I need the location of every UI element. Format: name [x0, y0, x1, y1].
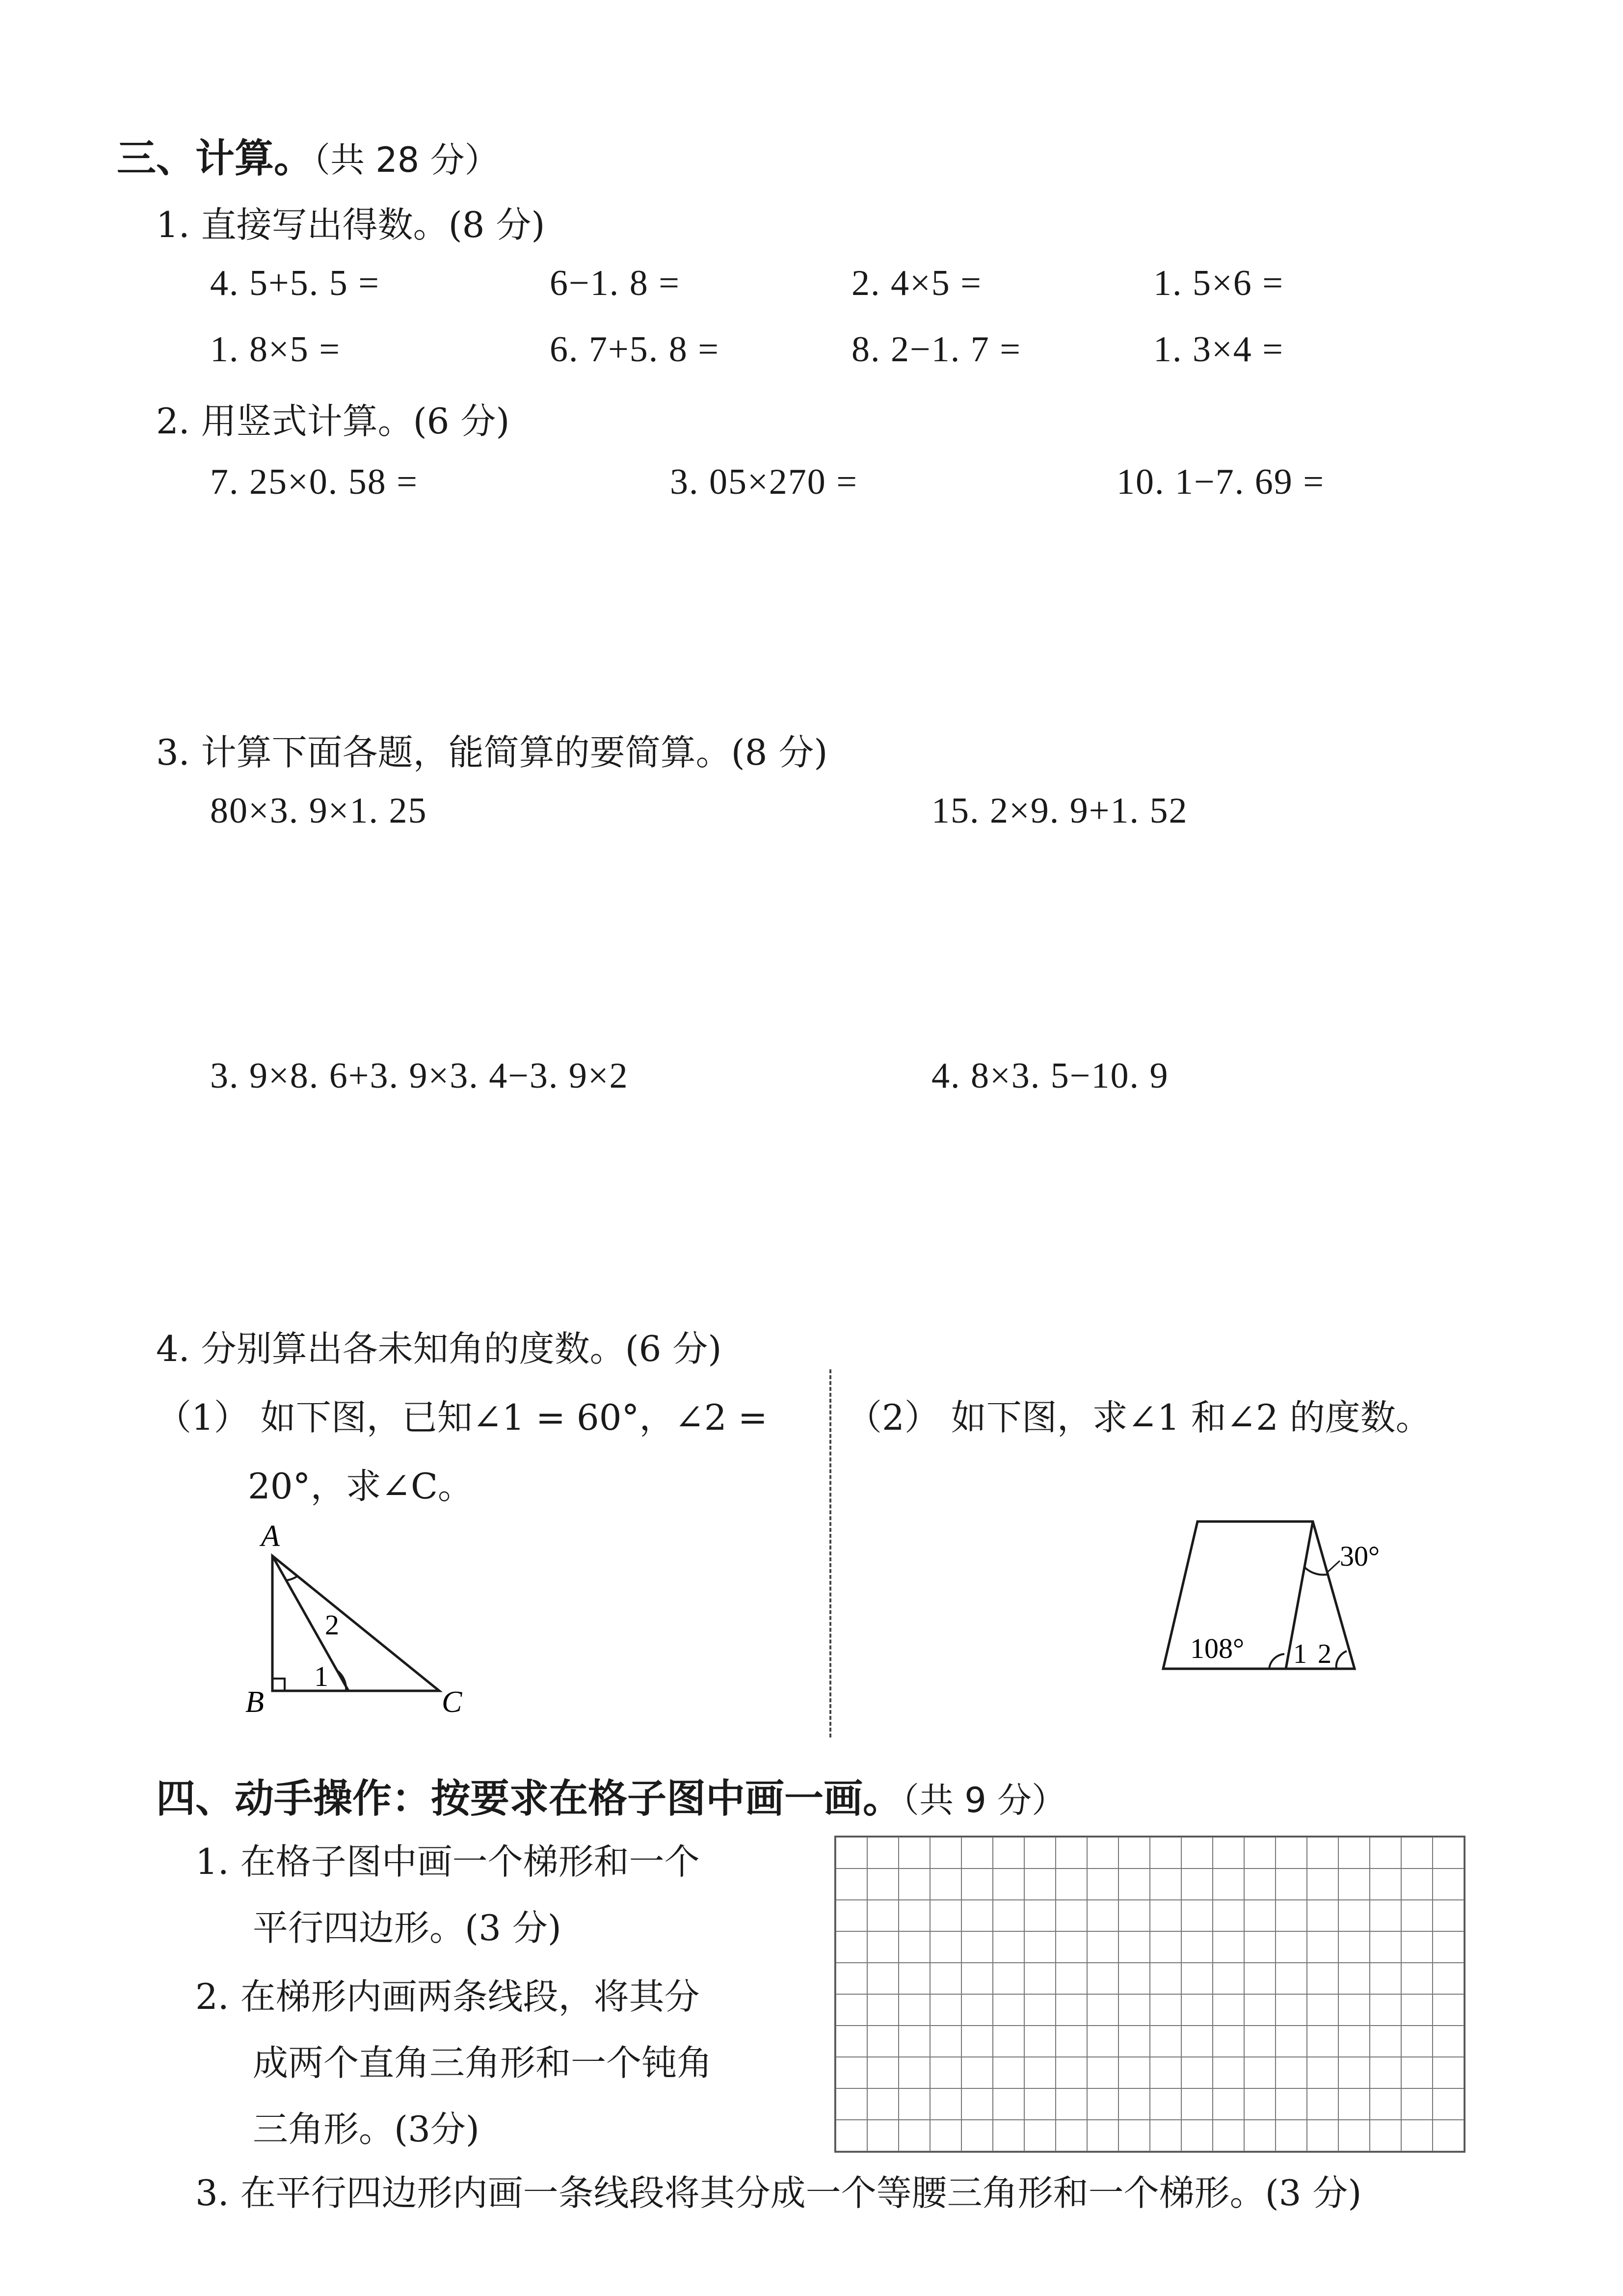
right-angle-mark — [272, 1679, 285, 1691]
grid-paper — [834, 1836, 1465, 2153]
section-3-points: （共 28 分） — [313, 140, 499, 180]
q3-expr: 3. 9×8. 6+3. 9×3. 4−3. 9×2 — [210, 1056, 629, 1096]
q3-expr: 80×3. 9×1. 25 — [210, 791, 427, 831]
s4-q3: 3. 在平行四边形内画一条线段将其分成一个等腰三角形和一个梯形。(3 分) — [195, 2172, 1362, 2214]
angle1-arc-trap — [1269, 1654, 1284, 1669]
trap-angle1-label: 1 — [1293, 1639, 1307, 1669]
section-3-heading — [117, 127, 499, 183]
section-4-title: 四、动手操作：按要求在格子图中画一画。 — [156, 1776, 902, 1821]
q1-expr: 8. 2−1. 7 = — [851, 329, 1021, 370]
q3-label: 3. 计算下面各题，能简算的要简算。(8 分) — [156, 732, 828, 773]
q2-label: 2. 用竖式计算。(6 分) — [156, 400, 510, 442]
angle2-arc-trap — [1336, 1651, 1347, 1669]
q1-expr: 1. 8×5 = — [210, 329, 341, 370]
vertex-b: B — [245, 1685, 264, 1719]
section-3-title: 三、计算。 — [117, 135, 313, 181]
vertex-a: A — [261, 1520, 280, 1553]
q4-part1-line1: （1） 如下图，已知∠1 = 60°，∠2 = — [156, 1397, 768, 1438]
s4-q2-line2: 成两个直角三角形和一个钝角 — [253, 2042, 713, 2083]
label-30-degree: 30° — [1340, 1540, 1380, 1572]
s4-q2-line1: 2. 在梯形内画两条线段，将其分 — [195, 1976, 700, 2017]
q3-expr: 15. 2×9. 9+1. 52 — [931, 791, 1188, 831]
triangle-figure — [236, 1517, 491, 1723]
q4-part1-line2: 20°，求∠C。 — [248, 1466, 474, 1507]
q1-expr: 6. 7+5. 8 = — [550, 329, 719, 370]
angle2-arc — [286, 1575, 298, 1580]
angle1-label: 1 — [314, 1660, 328, 1692]
q2-expr: 3. 05×270 = — [670, 462, 858, 502]
q4-part2: （2） 如下图，求∠1 和∠2 的度数。 — [847, 1397, 1431, 1438]
q4-label: 4. 分别算出各未知角的度数。(6 分) — [156, 1328, 722, 1369]
leader-line — [1328, 1561, 1340, 1572]
s4-q1-line1: 1. 在格子图中画一个梯形和一个 — [195, 1841, 700, 1882]
section-4-points: （共 9 分） — [902, 1780, 1066, 1820]
section-4-heading — [156, 1767, 1066, 1823]
q3-expr: 4. 8×3. 5−10. 9 — [931, 1056, 1169, 1096]
vertex-c: C — [442, 1685, 462, 1719]
q2-expr: 10. 1−7. 69 = — [1117, 462, 1325, 502]
q1-expr: 1. 5×6 = — [1153, 263, 1284, 303]
column-divider — [829, 1369, 831, 1737]
q1-label: 1. 直接写出得数。(8 分) — [156, 204, 545, 245]
trapezoid-figure — [1144, 1502, 1448, 1679]
q1-expr: 1. 3×4 = — [1153, 329, 1284, 370]
angle2-label: 2 — [325, 1609, 339, 1641]
q1-expr: 4. 5+5. 5 = — [210, 263, 380, 303]
s4-q2-line3: 三角形。(3分) — [253, 2109, 479, 2150]
q2-expr: 7. 25×0. 58 = — [210, 462, 418, 502]
label-108-degree: 108° — [1190, 1632, 1245, 1664]
angle30-arc — [1304, 1567, 1327, 1575]
q1-expr: 6−1. 8 = — [550, 263, 680, 303]
q1-expr: 2. 4×5 = — [851, 263, 982, 303]
trap-angle2-label: 2 — [1318, 1639, 1331, 1669]
s4-q1-line2: 平行四边形。(3 分) — [253, 1907, 561, 1949]
